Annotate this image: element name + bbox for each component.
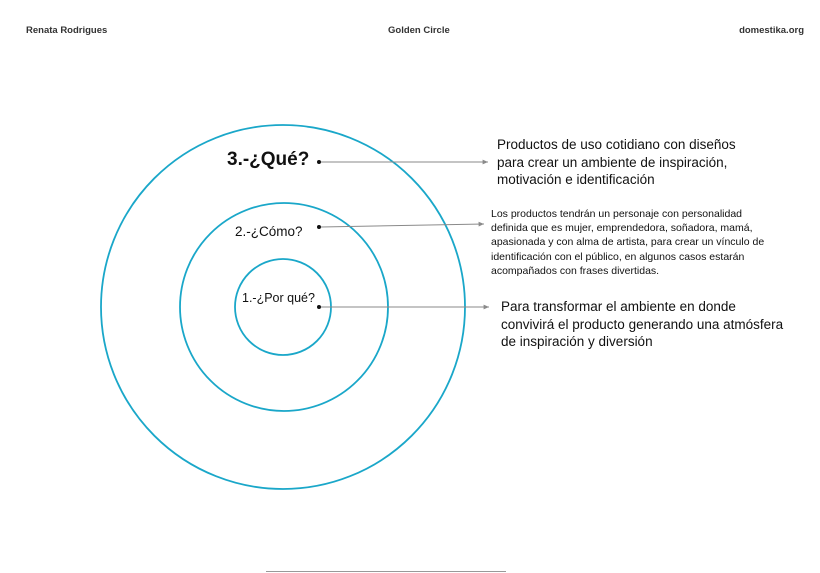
description-que-line: Productos de uso cotidiano con diseños (497, 137, 736, 152)
label-que: 3.-¿Qué? (227, 149, 310, 170)
dot-como (317, 225, 321, 229)
description-porque-line: convivirá el producto generando una atmósfera (501, 316, 784, 332)
description-porque (501, 298, 819, 351)
bottom-divider (266, 571, 506, 572)
label-como: 2.-¿Cómo? (235, 224, 303, 239)
description-como-line: definida que es mujer, emprendedora, soñadora, mamá, (491, 222, 753, 235)
label-porque: 1.-¿Por qué? (242, 291, 315, 305)
site-name: domestika.org (739, 25, 804, 36)
description-porque-line: Para transformar el ambiente en donde (501, 299, 736, 314)
dot-porque (317, 305, 321, 309)
description-como-line: Los productos tendrán un personaje con personalidad (491, 208, 743, 220)
inner-circle-porque (235, 259, 331, 355)
description-porque-line: de inspiración y diversión (501, 334, 653, 349)
description-como-line: apasionada y con alma de artista, para crear un vínculo de (491, 236, 765, 249)
description-como (491, 207, 811, 278)
description-que-line: motivación e identificación (497, 172, 655, 187)
page-title: Golden Circle (388, 25, 450, 36)
description-como-line: acompañados con frases divertidas. (491, 264, 660, 277)
description-que-line: para crear un ambiente de inspiración, (497, 154, 728, 170)
description-como-line: identificación con el público, en algunos casos estarán (491, 250, 745, 263)
dot-que (317, 160, 321, 164)
description-que (497, 136, 797, 189)
author-name: Renata Rodrigues (26, 25, 108, 36)
arrow-como (321, 224, 484, 227)
